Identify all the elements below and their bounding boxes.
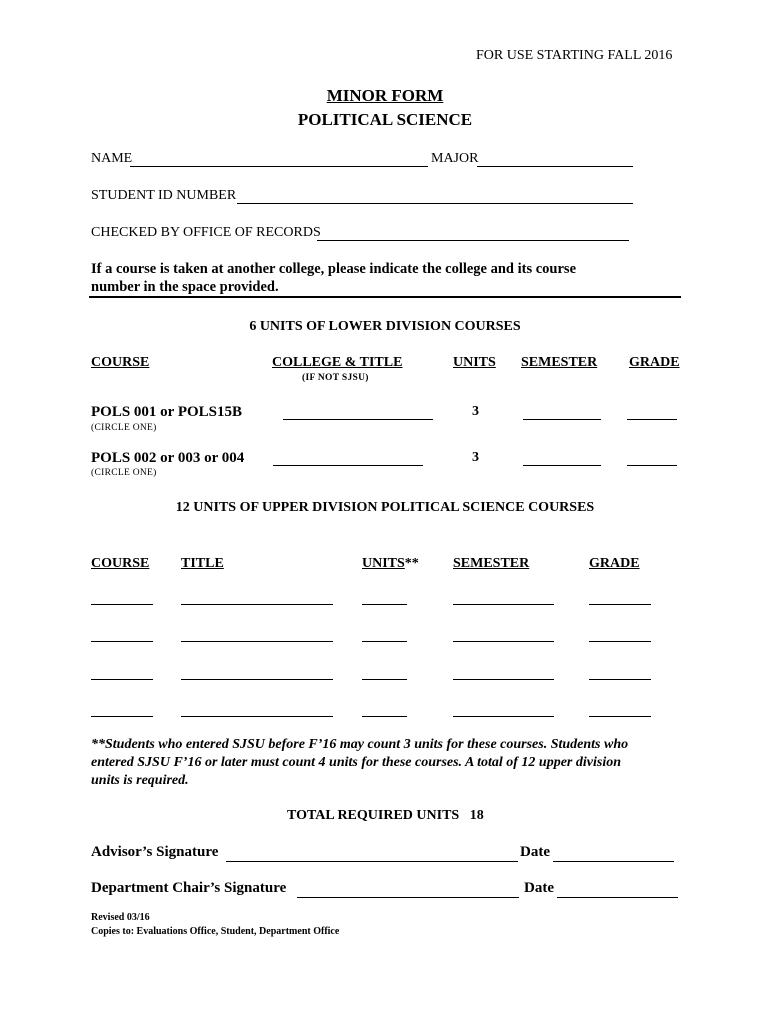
upper-row-1-course-field[interactable] (91, 604, 153, 605)
lower-row-2-course: POLS 002 or 003 or 004 (91, 450, 245, 466)
lower-header-if-not-sjsu: (IF NOT SJSU) (302, 373, 369, 383)
advisor-date-field[interactable] (553, 861, 674, 862)
advisor-signature-field[interactable] (226, 861, 518, 862)
upper-row-4-grade-field[interactable] (589, 716, 651, 717)
lower-row-1-course: POLS 001 or POLS15B (91, 404, 242, 420)
student-id-field[interactable] (237, 203, 633, 204)
name-field[interactable] (130, 166, 428, 167)
footnote-line-2: entered SJSU F’16 or later must count 4 units for these courses. A total of 12 upper division (91, 755, 621, 770)
upper-header-semester: SEMESTER (453, 556, 530, 571)
lower-row-2-college-field[interactable] (273, 465, 423, 466)
upper-row-4-course-field[interactable] (91, 716, 153, 717)
upper-row-1-grade-field[interactable] (589, 604, 651, 605)
form-subtitle: POLITICAL SCIENCE (297, 110, 473, 129)
chair-signature-label: Department Chair’s Signature (91, 880, 287, 896)
instruction-line-1: If a course is taken at another college, please indicate the college and its course (91, 261, 577, 277)
advisor-signature-label: Advisor’s Signature (91, 844, 219, 860)
lower-header-units: UNITS (453, 355, 496, 370)
lower-row-2-units: 3 (472, 450, 479, 465)
header-note: FOR USE STARTING FALL 2016 (476, 48, 673, 63)
upper-row-3-semester-field[interactable] (453, 679, 554, 680)
upper-row-2-semester-field[interactable] (453, 641, 554, 642)
upper-row-4-semester-field[interactable] (453, 716, 554, 717)
lower-division-heading: 6 UNITS OF LOWER DIVISION COURSES (249, 319, 521, 334)
checked-by-field[interactable] (317, 240, 629, 241)
upper-header-units (362, 556, 419, 572)
lower-header-semester: SEMESTER (521, 355, 598, 370)
upper-header-title: TITLE (181, 556, 224, 571)
lower-row-1-college-field[interactable] (283, 419, 433, 420)
footnote-line-3: units is required. (91, 773, 189, 788)
name-label: NAME (91, 151, 133, 166)
total-label: TOTAL REQUIRED UNITS (287, 808, 460, 823)
upper-row-1-title-field[interactable] (181, 604, 333, 605)
chair-date-field[interactable] (557, 897, 678, 898)
lower-row-2-grade-field[interactable] (627, 465, 677, 466)
total-required-units (287, 808, 484, 824)
upper-header-grade: GRADE (589, 556, 640, 571)
upper-row-2-course-field[interactable] (91, 641, 153, 642)
footnote-line-1: **Students who entered SJSU before F’16 may count 3 units for these courses. Students who (91, 737, 629, 752)
upper-row-1-units-field[interactable] (362, 604, 407, 605)
lower-header-college-title: COLLEGE & TITLE (272, 355, 403, 370)
lower-row-2-note: (CIRCLE ONE) (91, 468, 157, 478)
lower-row-2-semester-field[interactable] (523, 465, 601, 466)
upper-row-3-title-field[interactable] (181, 679, 333, 680)
instruction-line-2: number in the space provided. (91, 279, 279, 295)
upper-header-units-mark: ** (404, 556, 419, 571)
copies-note: Copies to: Evaluations Office, Student, Department Office (91, 926, 340, 937)
student-id-label: STUDENT ID NUMBER (91, 188, 237, 203)
lower-header-grade: GRADE (629, 355, 680, 370)
upper-row-3-units-field[interactable] (362, 679, 407, 680)
lower-header-course: COURSE (91, 355, 150, 370)
upper-header-units-label: UNITS (362, 556, 405, 571)
upper-row-2-units-field[interactable] (362, 641, 407, 642)
revised-note: Revised 03/16 (91, 912, 150, 923)
lower-row-1-units: 3 (472, 404, 479, 419)
major-label: MAJOR (431, 151, 479, 166)
major-field[interactable] (477, 166, 633, 167)
upper-row-2-grade-field[interactable] (589, 641, 651, 642)
lower-row-1-note: (CIRCLE ONE) (91, 423, 157, 433)
lower-row-1-grade-field[interactable] (627, 419, 677, 420)
total-value: 18 (469, 808, 484, 823)
lower-row-1-semester-field[interactable] (523, 419, 601, 420)
upper-header-course: COURSE (91, 556, 150, 571)
upper-division-heading: 12 UNITS OF UPPER DIVISION POLITICAL SCIENCE COURSES (175, 500, 595, 515)
form-title: MINOR FORM (326, 86, 444, 105)
upper-row-4-title-field[interactable] (181, 716, 333, 717)
upper-row-3-course-field[interactable] (91, 679, 153, 680)
upper-row-1-semester-field[interactable] (453, 604, 554, 605)
chair-date-label: Date (524, 880, 554, 896)
upper-row-3-grade-field[interactable] (589, 679, 651, 680)
section-divider (89, 296, 681, 298)
checked-by-label: CHECKED BY OFFICE OF RECORDS (91, 225, 321, 240)
chair-signature-field[interactable] (297, 897, 519, 898)
advisor-date-label: Date (520, 844, 550, 860)
upper-row-2-title-field[interactable] (181, 641, 333, 642)
upper-row-4-units-field[interactable] (362, 716, 407, 717)
